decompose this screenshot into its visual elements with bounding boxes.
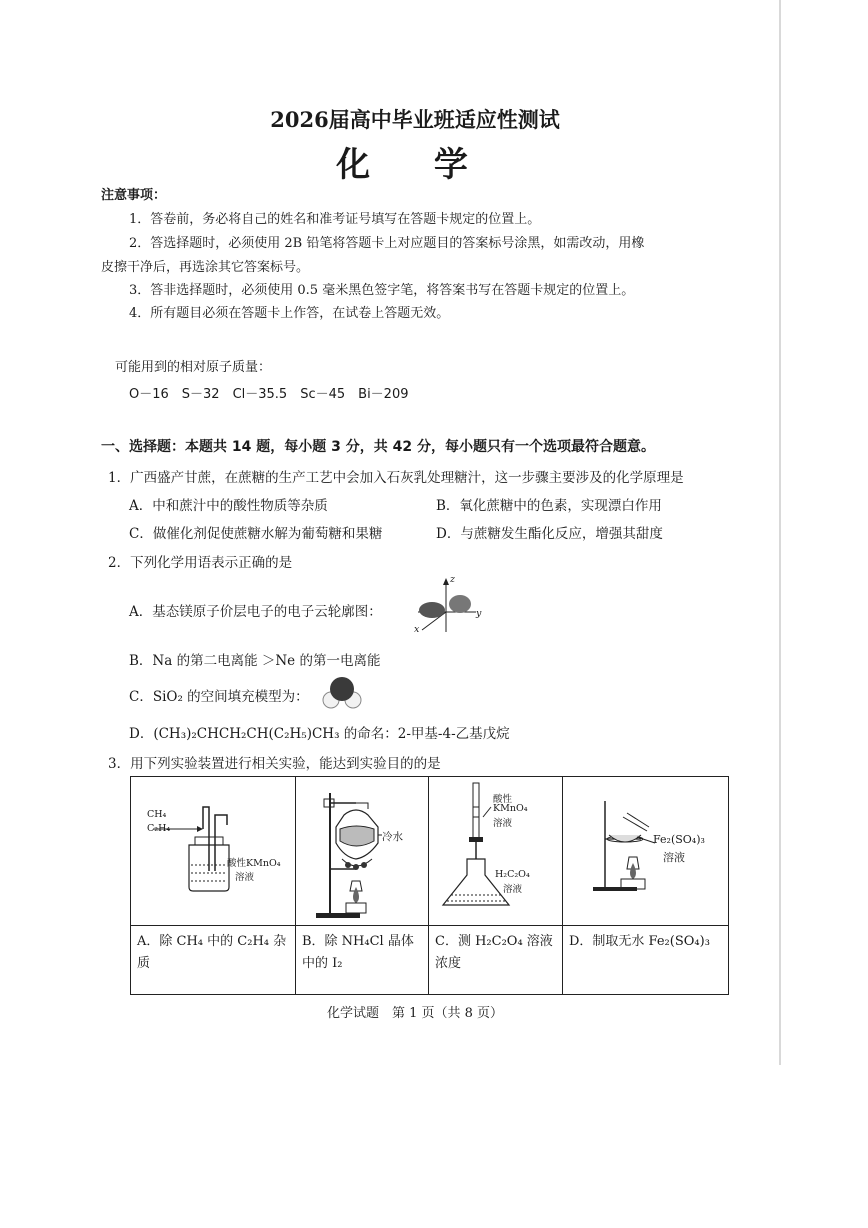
note-item: 皮擦干净后，再选涂其它答案标号。 xyxy=(101,260,310,275)
axis-x-label: x xyxy=(414,624,420,635)
q1-option-c: C．做催化剂促使蔗糖水解为葡萄糖和果糖 xyxy=(129,526,383,542)
exam-title: 2026届高中毕业班适应性测试 xyxy=(270,107,560,132)
subject-title: 化 学 xyxy=(336,145,494,185)
note-item: 1．答卷前，务必将自己的姓名和准考证号填写在答题卡规定的位置上。 xyxy=(129,212,541,227)
section-heading: 一、选择题：本题共 14 题，每小题 3 分，共 42 分，每小题只有一个选项最符合题意。 xyxy=(101,439,655,455)
gas-washing-bottle-figure xyxy=(131,777,295,925)
atomic-mass-values: O－16 S－32 Cl－35.5 Sc－45 Bi－209 xyxy=(129,387,409,402)
sio2-spacefill-model xyxy=(322,674,362,710)
gas-c2h4-label: C₂H₄ xyxy=(147,823,171,834)
kmno4-label: KMnO₄ xyxy=(493,803,528,814)
caption-b: B．除 NH₄Cl 晶体中的 I₂ xyxy=(296,926,429,995)
caption-a: A．除 CH₄ 中的 C₂H₄ 杂质 xyxy=(131,926,296,995)
atomic-mass-label: 可能用到的相对原子质量： xyxy=(115,360,272,375)
axis-z-label: z xyxy=(450,574,456,585)
page-footer: 化学试题 第 1 页（共 8 页） xyxy=(326,1006,504,1021)
note-item: 2．答选择题时，必须使用 2B 铅笔将答题卡上对应题目的答案标号涂黑，如需改动，用橡 xyxy=(129,236,645,251)
cold-water-label: 冷水 xyxy=(382,831,403,843)
solution-label: 溶液 xyxy=(493,818,513,829)
fig-d-cell xyxy=(563,777,729,926)
kmno4-label: 酸性KMnO₄ xyxy=(227,858,281,869)
oxalic-acid-label: H₂C₂O₄ xyxy=(495,869,530,880)
fig-a-cell xyxy=(131,777,296,926)
q2-option-b: B．Na 的第二电离能 ＞Ne 的第一电离能 xyxy=(129,653,381,669)
evaporation-figure xyxy=(563,777,728,925)
fig-b-cell xyxy=(296,777,429,926)
sublimation-apparatus-figure xyxy=(296,777,428,925)
gas-ch4-label: CH₄ xyxy=(147,809,167,820)
q2-stem: 2．下列化学用语表示正确的是 xyxy=(108,555,293,571)
fe2so43-label: Fe₂(SO₄)₃ xyxy=(653,833,705,846)
experiment-table xyxy=(130,776,729,995)
fig-c-cell xyxy=(429,777,563,926)
acidic-label: 酸性 xyxy=(493,794,513,805)
notes-heading: 注意事项： xyxy=(101,188,167,203)
p-orbital-figure xyxy=(408,574,488,640)
q3-stem: 3．用下列实验装置进行相关实验，能达到实验目的的是 xyxy=(108,756,441,772)
q1-option-d: D．与蔗糖发生酯化反应，增强其甜度 xyxy=(436,526,663,542)
q1-option-a: A．中和蔗汁中的酸性物质等杂质 xyxy=(129,498,328,514)
q1-option-b: B．氧化蔗糖中的色素，实现漂白作用 xyxy=(436,498,662,514)
axis-y-label: y xyxy=(476,608,482,619)
q2-option-c: C．SiO₂ 的空间填充模型为： xyxy=(129,689,309,705)
caption-c: C．测 H₂C₂O₄ 溶液浓度 xyxy=(429,926,563,995)
caption-d: D．制取无水 Fe₂(SO₄)₃ xyxy=(563,926,729,995)
solution-label: 溶液 xyxy=(503,884,523,895)
q2-option-d: D．(CH₃)₂CHCH₂CH(C₂H₅)CH₃ 的命名：2-甲基-4-乙基戊烷 xyxy=(129,726,510,742)
note-item: 4．所有题目必须在答题卡上作答，在试卷上答题无效。 xyxy=(129,306,450,321)
q2-option-a: A．基态镁原子价层电子的电子云轮廓图： xyxy=(129,604,382,620)
solution-label: 溶液 xyxy=(663,851,685,864)
note-item: 3．答非选择题时，必须使用 0.5 毫米黑色签字笔，将答案书写在答题卡规定的位置上。 xyxy=(129,283,635,298)
q1-stem: 1．广西盛产甘蔗，在蔗糖的生产工艺中会加入石灰乳处理糖汁，这一步骤主要涉及的化学原理是 xyxy=(108,470,684,486)
solution-label: 溶液 xyxy=(235,872,255,883)
